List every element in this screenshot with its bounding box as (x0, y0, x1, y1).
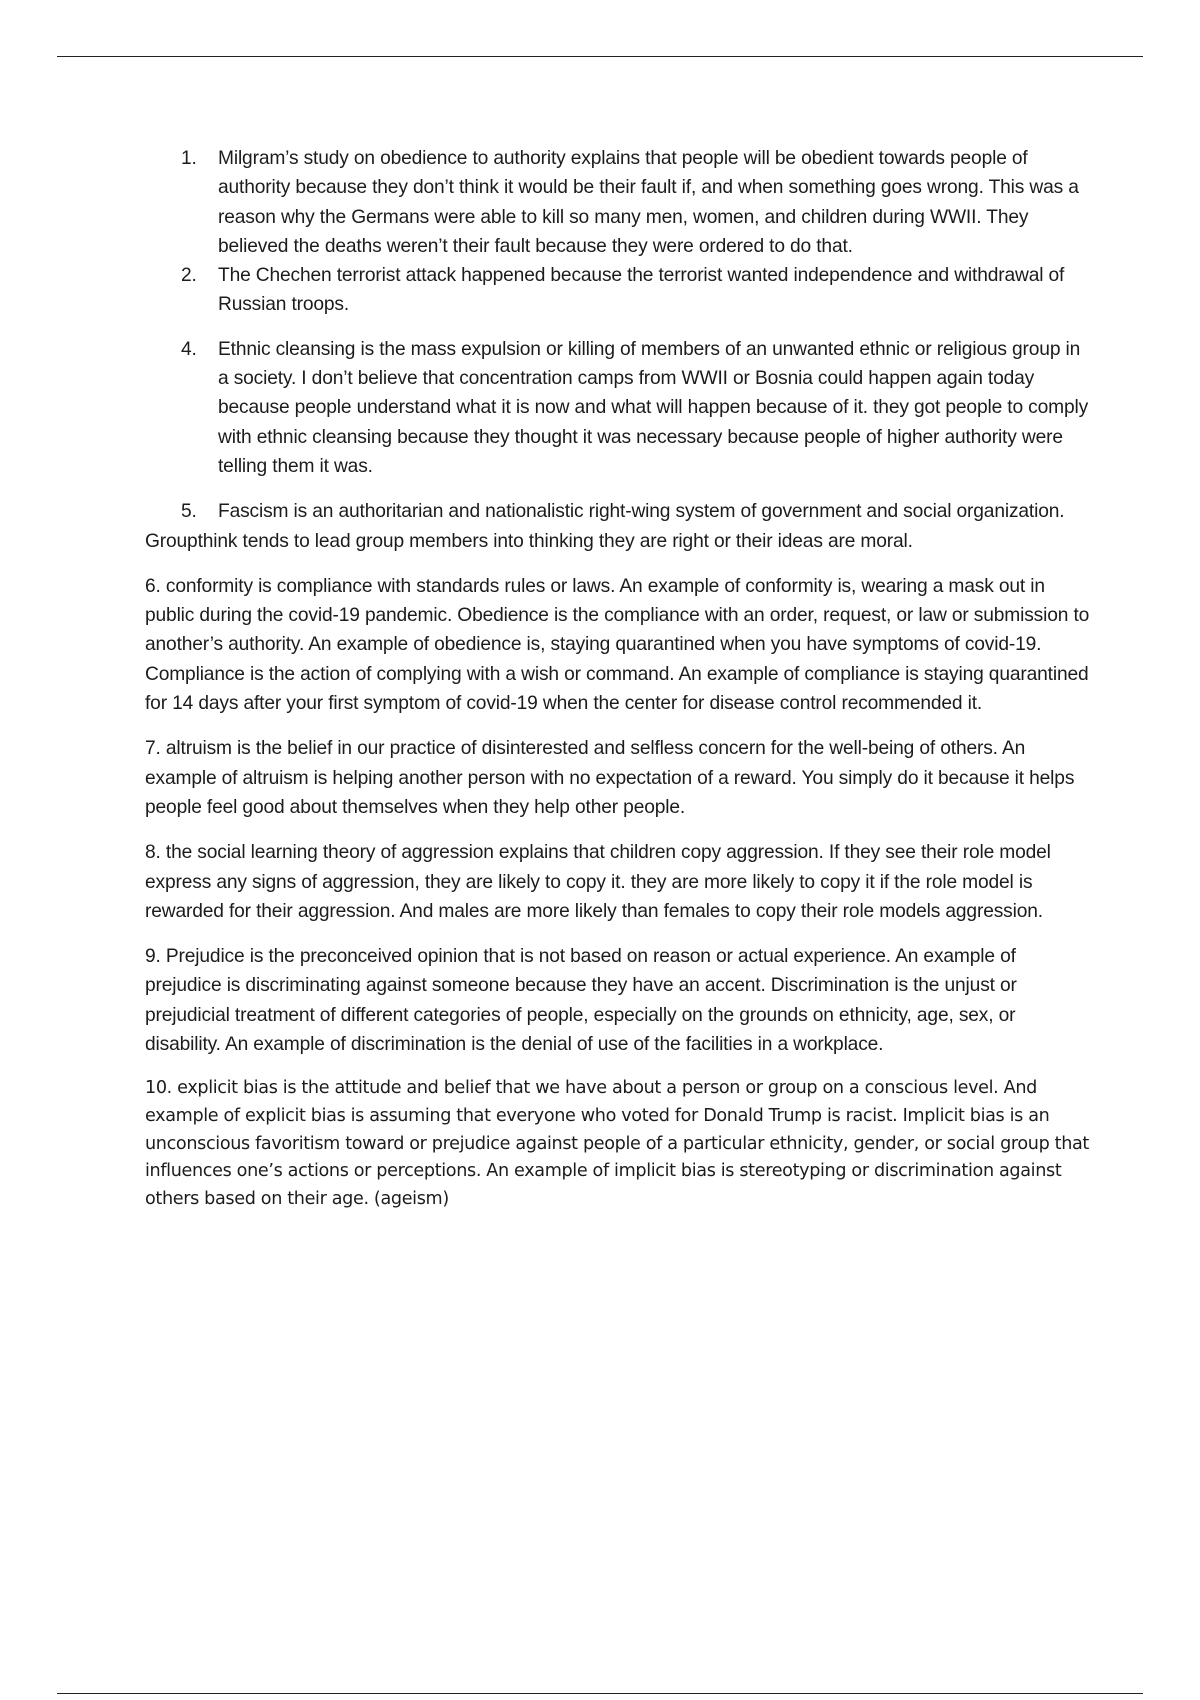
list-number: 1. (181, 148, 197, 169)
paragraph-6: 6. conformity is compliance with standards rules or laws. An example of conformity is, wearing a mask out in public during the covid-19 pandemic. Obedience is the compliance with an order, request, or law or submission to another’s authority. An example of obedience is, staying quarantined when you have symptoms of covid-19. Compliance is the action of complying with a wish or command. An example of compliance is staying quarantined for 14 days after your first symptom of covid-19 when the center for disease control recommended it. (145, 575, 1090, 715)
list-item-4 (145, 335, 1090, 481)
header-rule (57, 56, 1143, 57)
footer-rule (57, 1693, 1143, 1694)
list-text: The Chechen terrorist attack happened because the terrorist wanted independence and withdrawal of Russian troops. (218, 265, 1065, 316)
paragraph-7: 7. altruism is the belief in our practice of disinterested and selfless concern for the well-being of others. An example of altruism is helping another person with no expectation of a reward. You simply do it because it helps people feel good about themselves when they help other people. (145, 738, 1075, 818)
document-body (145, 144, 1090, 1213)
list-item-1 (145, 144, 1090, 261)
paragraph-8: 8. the social learning theory of aggression explains that children copy aggression. If they see their role model express any signs of aggression, they are likely to copy it. they are more likely to copy it if the role model is rewarded for their aggression. And males are more likely than females to copy their role models aggression. (145, 842, 1051, 922)
list-text: Ethnic cleansing is the mass expulsion or killing of members of an unwanted ethnic or religious group in a society. I don’t believe that concentration camps from WWII or Bosnia could happen again today because people understand what it is now and what will happen because of it. they got people to comply with ethnic cleansing because they thought it was necessary because people of higher authority were telling them it was. (218, 338, 1089, 477)
list-number: 4. (181, 338, 197, 360)
list-number: 5. (181, 501, 197, 523)
list-number: 2. (181, 265, 197, 287)
list-text: Milgram’s study on obedience to authority explains that people will be obedient towards people of authority because they don’t think it would be their fault if, and when something goes wrong. This was a reason why the Germans were able to kill so many men, women, and children during WWII. They believed the deaths weren’t their fault because they were ordered to do that. (218, 148, 1079, 257)
paragraph-10: 10. explicit bias is the attitude and belief that we have about a person or group on a conscious level. And example of explicit bias is assuming that everyone who voted for Donald Trump is racist. Implicit bias is an unconscious favoritism toward or prejudice against people of a particular ethnicity, gender, or social group that influences one’s actions or perceptions. An example of implicit bias is stereotyping or discrimination against others based on their age. (ageism) (145, 1078, 1089, 1209)
paragraph-text: Fascism is an authoritarian and nationalistic right-wing system of government and social organization. Groupthink tends to lead group members into thinking they are right or their ideas are moral. (145, 501, 1065, 552)
paragraph-5 (145, 497, 1090, 556)
list-item-2 (145, 261, 1090, 320)
paragraph-9: 9. Prejudice is the preconceived opinion that is not based on reason or actual experience. An example of prejudice is discriminating against someone because they have an accent. Discrimination is the unjust or prejudicial treatment of different categories of people, especially on the grounds on ethnicity, age, sex, or disability. An example of discrimination is the denial of use of the facilities in a workplace. (145, 946, 1017, 1056)
